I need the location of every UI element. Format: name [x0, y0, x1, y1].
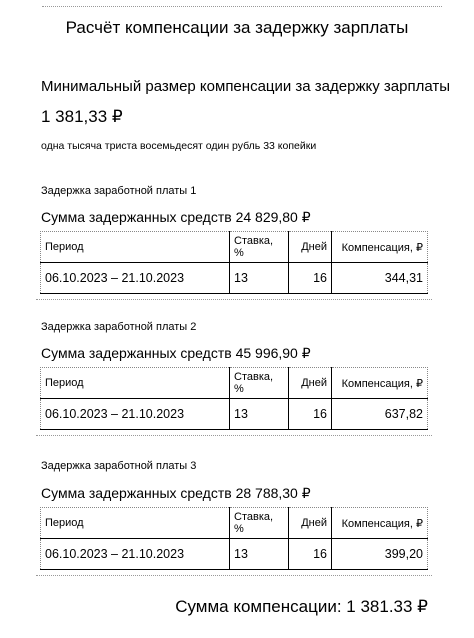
table-row [41, 539, 428, 570]
table-bottom-edge [36, 295, 432, 300]
cell-period: 06.10.2023 – 21.10.2023 [41, 263, 230, 294]
header-rate: Ставка, % [230, 232, 289, 263]
table-row [41, 399, 428, 430]
table-header-row [41, 508, 428, 539]
table-header-row [41, 232, 428, 263]
minimum-compensation-words: одна тысяча триста восемьдесят один рубль 33 копейки [41, 140, 317, 152]
cell-compensation: 399,20 [332, 539, 428, 570]
cell-days: 16 [289, 539, 332, 570]
header-compensation: Компенсация, ₽ [332, 232, 428, 263]
total-compensation: Сумма компенсации: 1 381.33 ₽ [175, 597, 428, 616]
cell-compensation: 637,82 [332, 399, 428, 430]
header-period: Период [41, 508, 230, 539]
header-days: Дней [289, 508, 332, 539]
delayed-sum: Сумма задержанных средств 24 829,80 ₽ [41, 209, 311, 225]
cell-compensation: 344,31 [332, 263, 428, 294]
minimum-compensation-value: 1 381,33 ₽ [41, 107, 123, 126]
header-compensation: Компенсация, ₽ [332, 368, 428, 399]
delayed-sum: Сумма задержанных средств 45 996,90 ₽ [41, 345, 311, 361]
cell-rate: 13 [230, 539, 289, 570]
header-compensation: Компенсация, ₽ [332, 508, 428, 539]
header-days: Дней [289, 368, 332, 399]
cell-period: 06.10.2023 – 21.10.2023 [41, 399, 230, 430]
cell-days: 16 [289, 399, 332, 430]
table-header-row [41, 368, 428, 399]
header-rate: Ставка, % [230, 368, 289, 399]
cell-rate: 13 [230, 263, 289, 294]
delay-label: Задержка заработной платы 3 [41, 460, 197, 472]
delayed-sum: Сумма задержанных средств 28 788,30 ₽ [41, 485, 311, 501]
compensation-table [40, 367, 428, 430]
header-period: Период [41, 368, 230, 399]
header-days: Дней [289, 232, 332, 263]
delay-label: Задержка заработной платы 2 [41, 321, 197, 333]
compensation-table [40, 231, 428, 294]
table-bottom-edge [36, 431, 432, 436]
header-period: Период [41, 232, 230, 263]
cell-days: 16 [289, 263, 332, 294]
minimum-compensation-label: Минимальный размер компенсации за задержку зарплаты [41, 78, 450, 95]
cell-period: 06.10.2023 – 21.10.2023 [41, 539, 230, 570]
page-title: Расчёт компенсации за задержку зарплаты [65, 18, 409, 37]
table-bottom-edge [36, 571, 432, 576]
page-top-edge [42, 0, 442, 7]
table-row [41, 263, 428, 294]
delay-label: Задержка заработной платы 1 [41, 185, 197, 197]
compensation-table [40, 507, 428, 570]
header-rate: Ставка, % [230, 508, 289, 539]
cell-rate: 13 [230, 399, 289, 430]
